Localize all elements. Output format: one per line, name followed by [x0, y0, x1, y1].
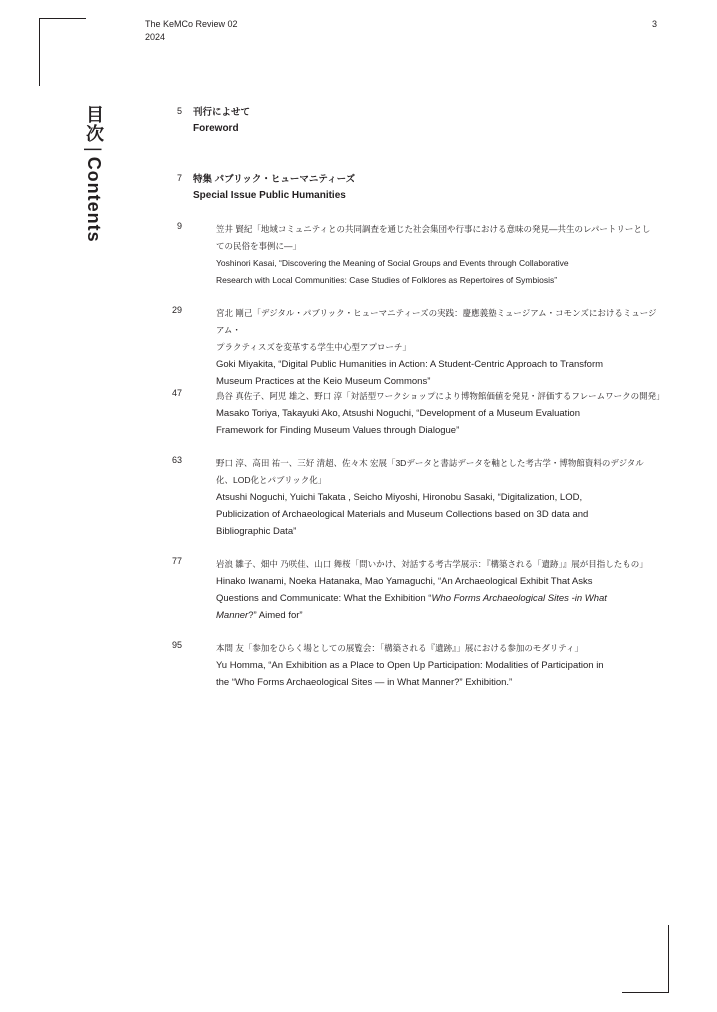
toc-article-body	[216, 556, 661, 624]
toc-article-body	[216, 388, 665, 439]
toc-title-en-italic: Who Forms Archaeological Sites -in What	[431, 593, 607, 604]
toc-title-en-line	[216, 590, 661, 607]
toc-page-number: 7	[176, 173, 182, 183]
crop-mark-top-left-horizontal	[39, 18, 86, 19]
toc-title-jp-line: 本間 友「参加をひらく場としての展覧会：「構築される『遺跡』」展における参加のモダリティ」	[216, 643, 584, 653]
toc-title-en-line: the “Who Forms Archaeological Sites — in What Manner?” Exhibition.”	[216, 677, 513, 688]
crop-mark-top-left-vertical	[39, 18, 40, 86]
toc-title-jp-line: 岩浪 雛子、畑中 乃咲佳、山口 舞桜「問いかけ、対話する考古学展示：『構築される「遺跡」』展が目指したもの」	[216, 559, 648, 569]
toc-title-en-line: Hinako Iwanami, Noeka Hatanaka, Mao Yamaguchi, “An Archaeological Exhibit That Asks	[216, 576, 593, 587]
toc-page-number: 29	[171, 305, 182, 315]
toc-title-jp-line: 鳥谷 真佐子、阿児 雄之、野口 淳「対話型ワークショップにより博物館価値を発見・評価するフレームワークの開発」	[216, 391, 665, 401]
contents-side-title	[84, 105, 104, 243]
toc-article-body	[216, 221, 661, 289]
toc-title-en-line: Yu Homma, “An Exhibition as a Place to Open Up Participation: Modalities of Participation in	[216, 660, 604, 671]
toc-title-jp: 刊行によせて	[193, 107, 251, 118]
toc-title-en-line: Masako Toriya, Takayuki Ako, Atsushi Noguchi, “Development of a Museum Evaluation	[216, 408, 581, 419]
publication-title: The KeMCo Review 02	[145, 19, 238, 29]
toc-title-en-line: Goki Miyakita, “Digital Public Humanities in Action: A Student-Centric Approach to Transform	[216, 359, 604, 370]
toc-page-number: 9	[176, 221, 182, 231]
toc-page-number: 63	[171, 455, 182, 465]
toc-title-en-line: Research with Local Communities: Case Studies of Folklores as Repertoires of Symbiosis”	[216, 275, 558, 285]
toc-title-jp-line: 宮北 剛己「デジタル・パブリック・ヒューマニティーズの実践：慶應義塾ミュージアム・コモンズにおけるミュージアム・	[216, 308, 657, 335]
publication-year: 2024	[145, 32, 166, 42]
toc-title-jp-line: ての民俗を事例に—」	[216, 241, 302, 251]
toc-title-jp: 特集 パブリック・ヒューマニティーズ	[193, 174, 356, 185]
toc-title-en-line: Publicization of Archaeological Materials and Museum Collections based on 3D data and	[216, 509, 589, 520]
toc-article-body	[216, 455, 661, 540]
toc-title-en: Special Issue Public Humanities	[193, 190, 346, 201]
toc-title-en: Foreword	[193, 123, 239, 134]
toc-title-en-line	[216, 607, 661, 624]
toc-title-en-line: Atsushi Noguchi, Yuichi Takata , Seicho Miyoshi, Hironobu Sasaki, “Digitalization, LOD,	[216, 492, 583, 503]
toc-article-body	[216, 305, 661, 390]
toc-title-en-line: Yoshinori Kasai, “Discovering the Meaning of Social Groups and Events through Collaborative	[216, 258, 569, 268]
toc-page-number: 77	[171, 556, 182, 566]
toc-title-jp-line: プラクティスズを変革する学生中心型アプローチ」	[216, 342, 411, 352]
crop-mark-bottom-right-horizontal	[622, 992, 669, 993]
toc-title-jp-line: 化、LOD化とパブリック化」	[216, 475, 327, 485]
contents-title-separator: |	[84, 147, 104, 153]
running-header	[145, 18, 238, 44]
contents-title-en: Contents	[84, 156, 104, 243]
toc-title-en-line: Bibliographic Data”	[216, 526, 297, 537]
toc-title-en-line: Museum Practices at the Keio Museum Commons”	[216, 376, 431, 387]
crop-mark-bottom-right-vertical	[668, 925, 669, 993]
toc-page-number: 5	[176, 106, 182, 116]
contents-title-jp: 目次	[84, 105, 104, 143]
toc-page-number: 95	[171, 640, 182, 650]
toc-title-jp-line: 笠井 賢紀「地域コミュニティとの共同調査を通じた社会集団や行事における意味の発見—共生のレパートリーとし	[216, 224, 651, 234]
toc-article-body	[216, 640, 661, 691]
toc-title-jp-line: 野口 淳、高田 祐一、三好 清超、佐々木 宏展「3Dデータと書誌データを軸とした考古学・博物館資料のデジタル	[216, 458, 644, 468]
page-number: 3	[651, 19, 657, 29]
toc-title-en-line: Framework for Finding Museum Values through Dialogue”	[216, 425, 460, 436]
toc-page-number: 47	[171, 388, 182, 398]
toc-title-en-segment: Questions and Communicate: What the Exhibition “	[216, 593, 432, 604]
toc-title-en-segment: ?” Aimed for”	[248, 610, 303, 621]
toc-title-en-italic: Manner	[216, 610, 249, 621]
